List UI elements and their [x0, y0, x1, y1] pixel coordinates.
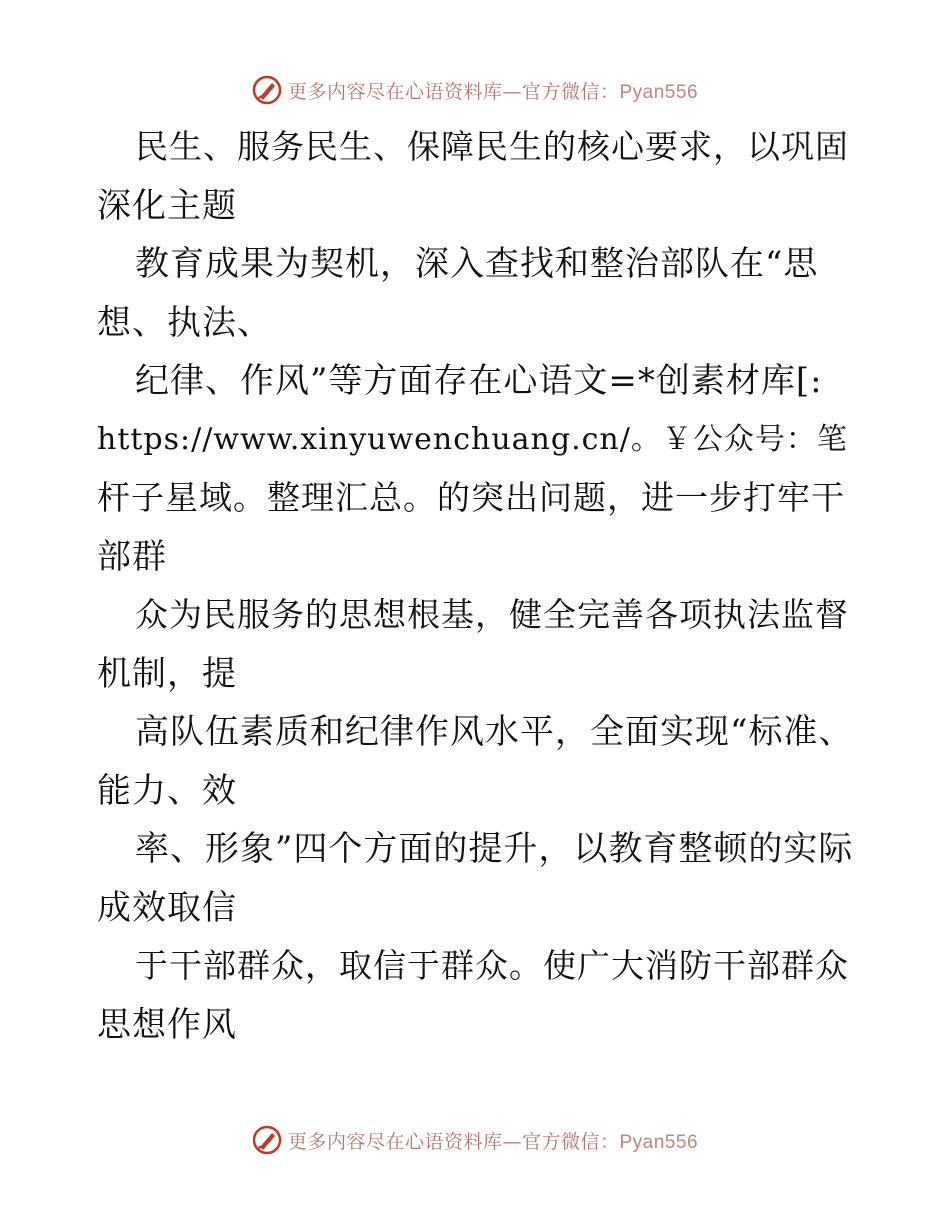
text-line-11: 高队伍素质和纪律作风水平，全面实现“标准、	[135, 712, 854, 752]
pen-logo-icon	[252, 75, 282, 105]
footer-banner-text	[288, 1127, 698, 1154]
header-banner-id: Pyan556	[619, 81, 699, 103]
header-banner-label: 更多内容尽在心语资料库—官方微信：	[287, 80, 620, 103]
text-line-3: 教育成果为契机，深入查找和整治部队在“思	[135, 244, 819, 284]
text-line-10: 机制，提	[97, 653, 237, 694]
text-line-12: 能力、效	[97, 770, 237, 811]
text-line-13: 率、形象”四个方面的提升，以教育整顿的实际	[135, 829, 854, 869]
text-line-7: 杆子星域。整理汇总。的突出问题，进一步打牢干	[97, 478, 845, 517]
text-line-16: 思想作风	[97, 1004, 237, 1045]
text-line-8: 部群	[97, 536, 167, 577]
text-line-2: 深化主题	[97, 185, 237, 226]
document-body	[97, 118, 857, 1054]
text-line-14: 成效取信	[97, 887, 237, 928]
header-banner-text	[288, 77, 698, 104]
text-line-6: https://www.xinyuwenchuang.cn/。￥公众号：笔	[97, 421, 848, 457]
footer-banner-id: Pyan556	[619, 1131, 699, 1153]
text-line-4: 想、执法、	[97, 302, 272, 343]
pen-logo-icon	[252, 1125, 282, 1155]
text-line-9: 众为民服务的思想根基，健全完善各项执法监督	[135, 595, 849, 634]
text-line-1: 民生、服务民生、保障民生的核心要求，以巩固	[135, 127, 849, 166]
header-banner	[0, 70, 950, 110]
footer-banner	[0, 1120, 950, 1160]
footer-banner-label: 更多内容尽在心语资料库—官方微信：	[287, 1130, 620, 1153]
text-line-15: 于干部群众，取信于群众。使广大消防干部群众	[135, 946, 849, 985]
text-line-5: 纪律、作风”等方面存在心语文=*创素材库[:	[135, 361, 823, 401]
